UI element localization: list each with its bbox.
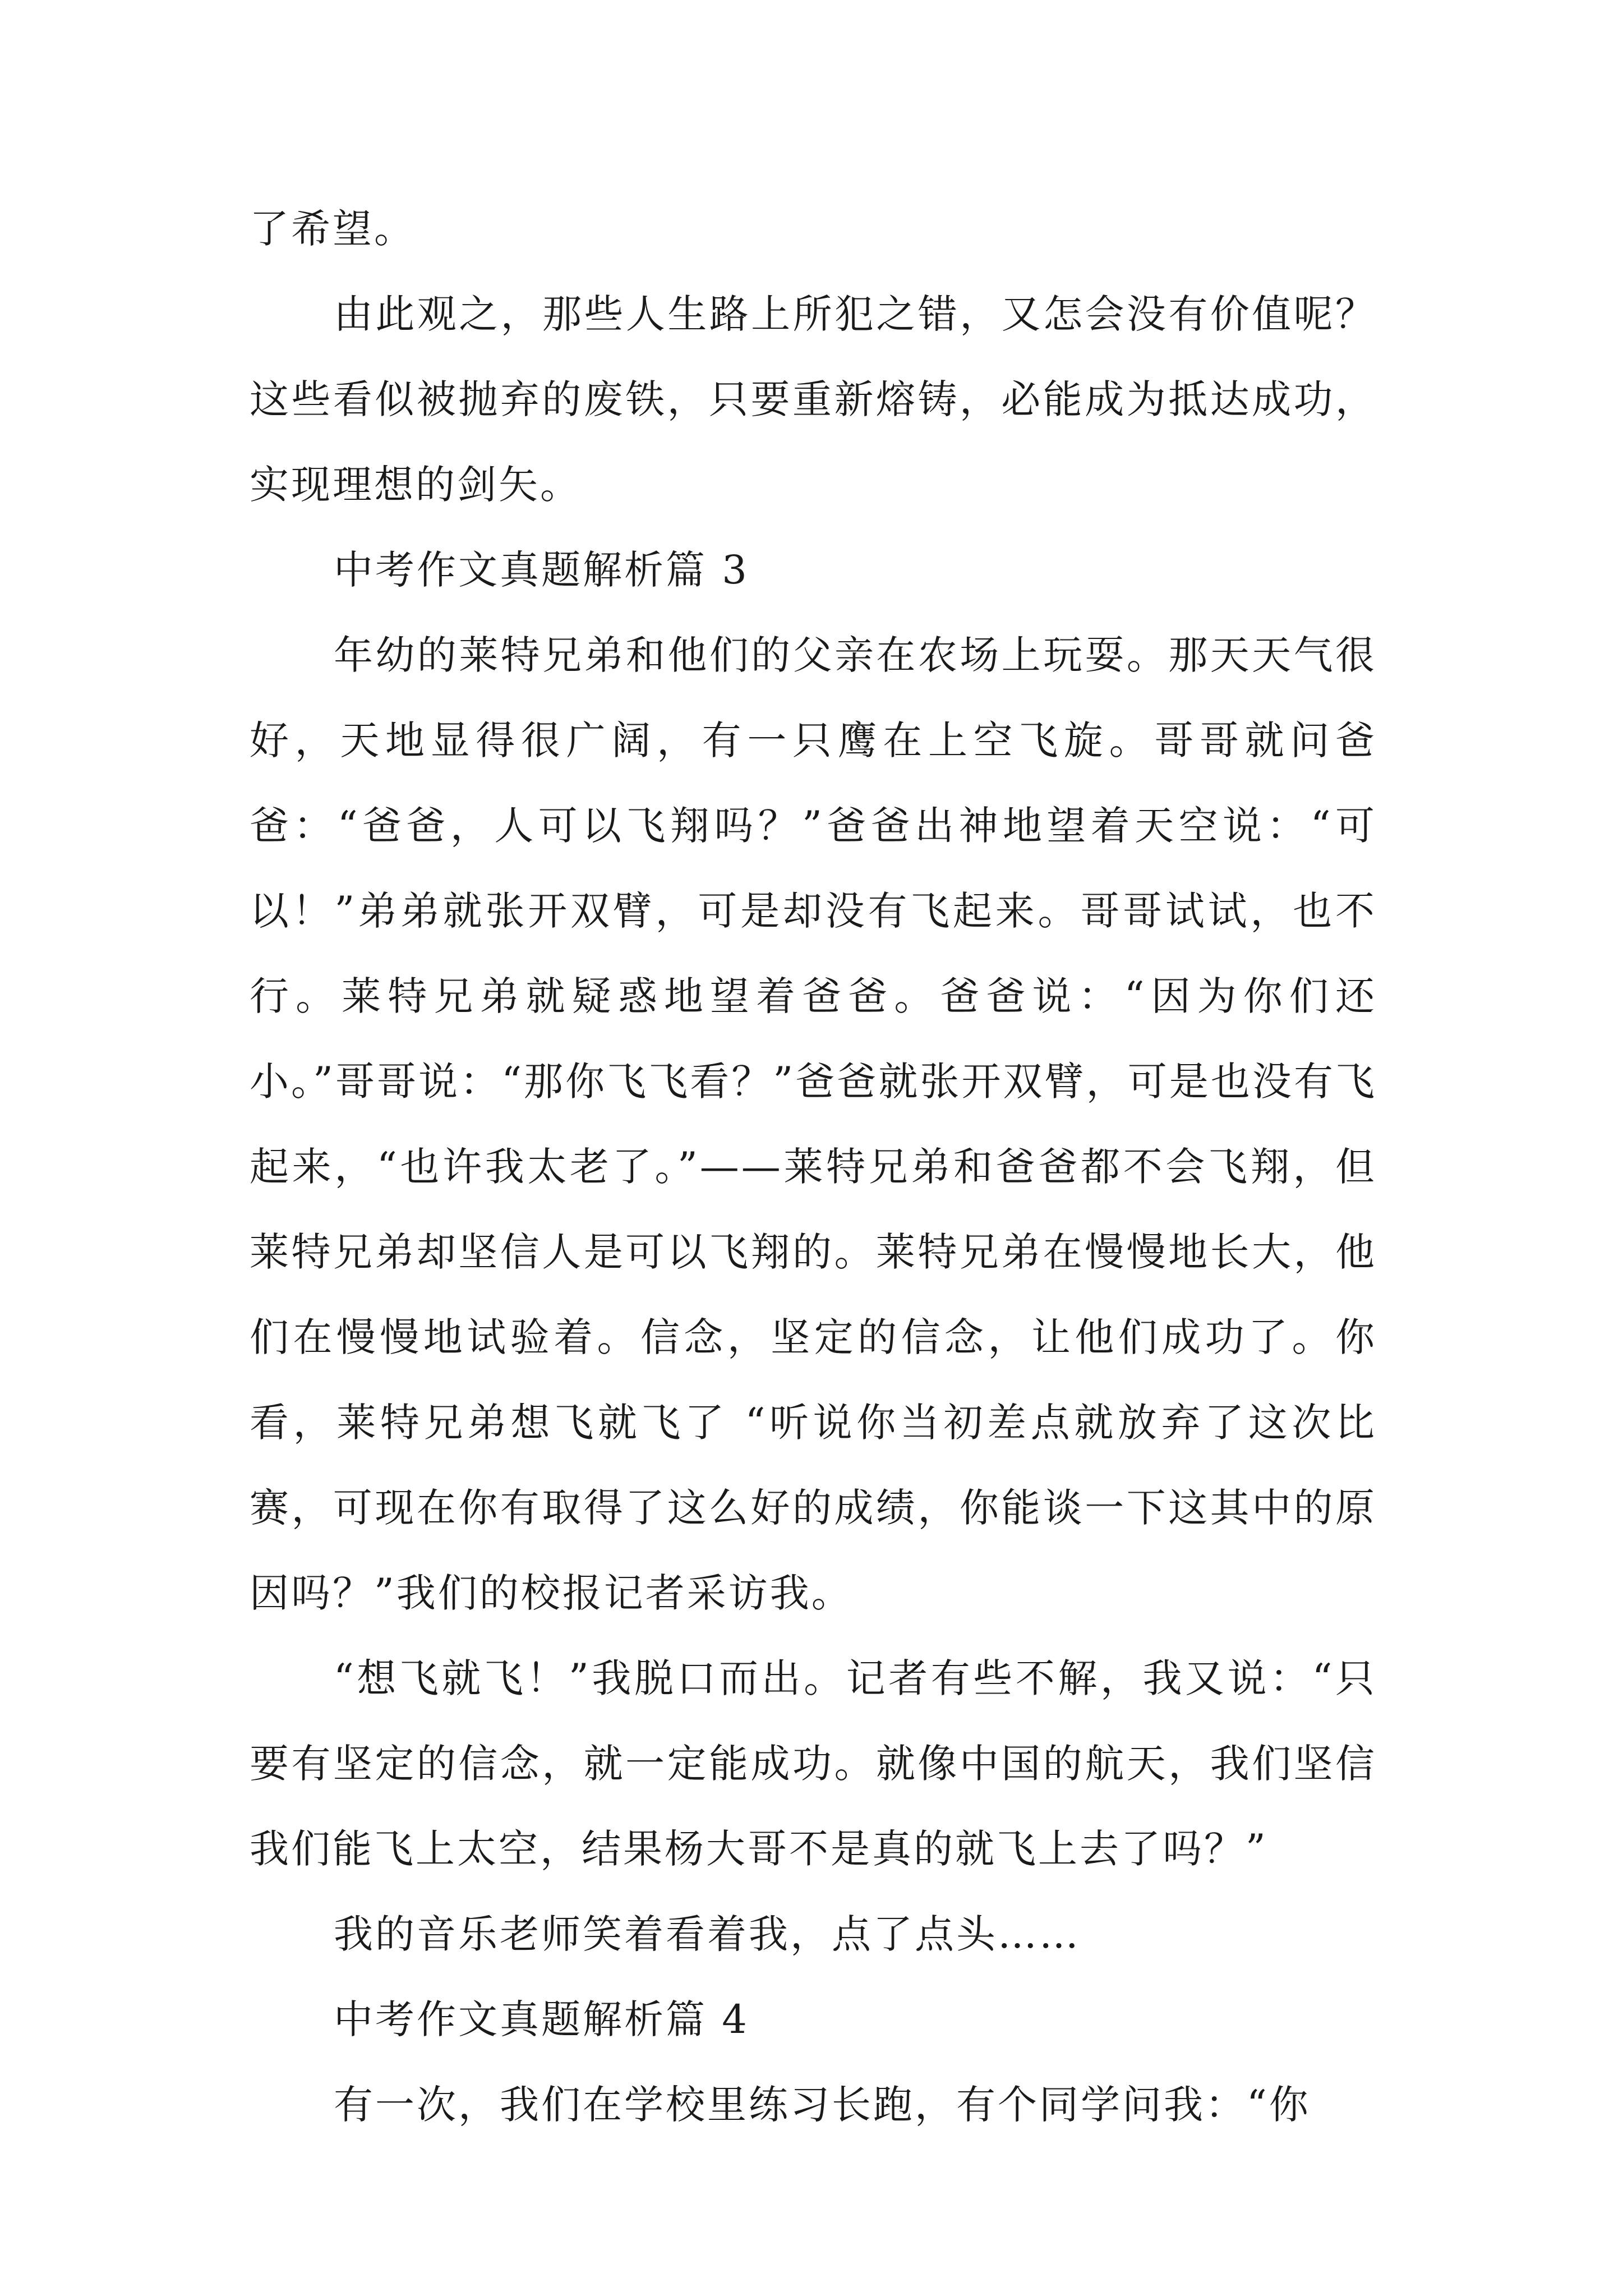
paragraph-conclusion: 由此观之，那些人生路上所犯之错，又怎会没有价值呢？这些看似被抛弃的废铁，只要重新熔铸，必能成为抵达成功，实现理想的剑矢。 <box>250 291 1377 508</box>
section-heading-4: 中考作文真题解析篇 4 <box>334 1996 749 2042</box>
paragraph-wright-brothers: 年幼的莱特兄弟和他们的父亲在农场上玩耍。那天天气很好，天地显得很广阔，有一只鹰在上空飞旋。哥哥就问爸爸：“爸爸，人可以飞翔吗？”爸爸出神地望着天空说：“可以！”弟弟就张开双臂，可是却没有飞起来。哥哥试试，也不行。莱特兄弟就疑惑地望着爸爸。爸爸说：“因为你们还小。”哥哥说：“那你飞飞看？”爸爸就张开双臂，可是也没有飞起来，“也许我太老了。”——莱特兄弟和爸爸都不会飞翔，但莱特兄弟却坚信人是可以飞翔的。莱特兄弟在慢慢地长大，他们在慢慢地试验着。信念，坚定的信念，让他们成功了。你看，莱特兄弟想飞就飞了 “听说你当初差点就放弃了这次比赛，可现在你有取得了这么好的成绩，你能谈一下这其中的原因吗？”我们的校报记者采访我。 <box>250 632 1377 1616</box>
paragraph-long-run: 有一次，我们在学校里练习长跑，有个同学问我：“你 <box>334 2082 1311 2128</box>
paragraph-continuation: 了希望。 <box>250 206 416 252</box>
paragraph-fly-if-you-want: “想飞就飞！”我脱口而出。记者有些不解，我又说：“只要有坚定的信念，就一定能成功。就像中国的航天，我们坚信我们能飞上太空，结果杨大哥不是真的就飞上去了吗？” <box>250 1655 1377 1872</box>
paragraph-music-teacher: 我的音乐老师笑着看着我，点了点头…… <box>334 1911 1081 1957</box>
document-body <box>250 186 1377 2147</box>
section-heading-3: 中考作文真题解析篇 3 <box>334 547 749 593</box>
